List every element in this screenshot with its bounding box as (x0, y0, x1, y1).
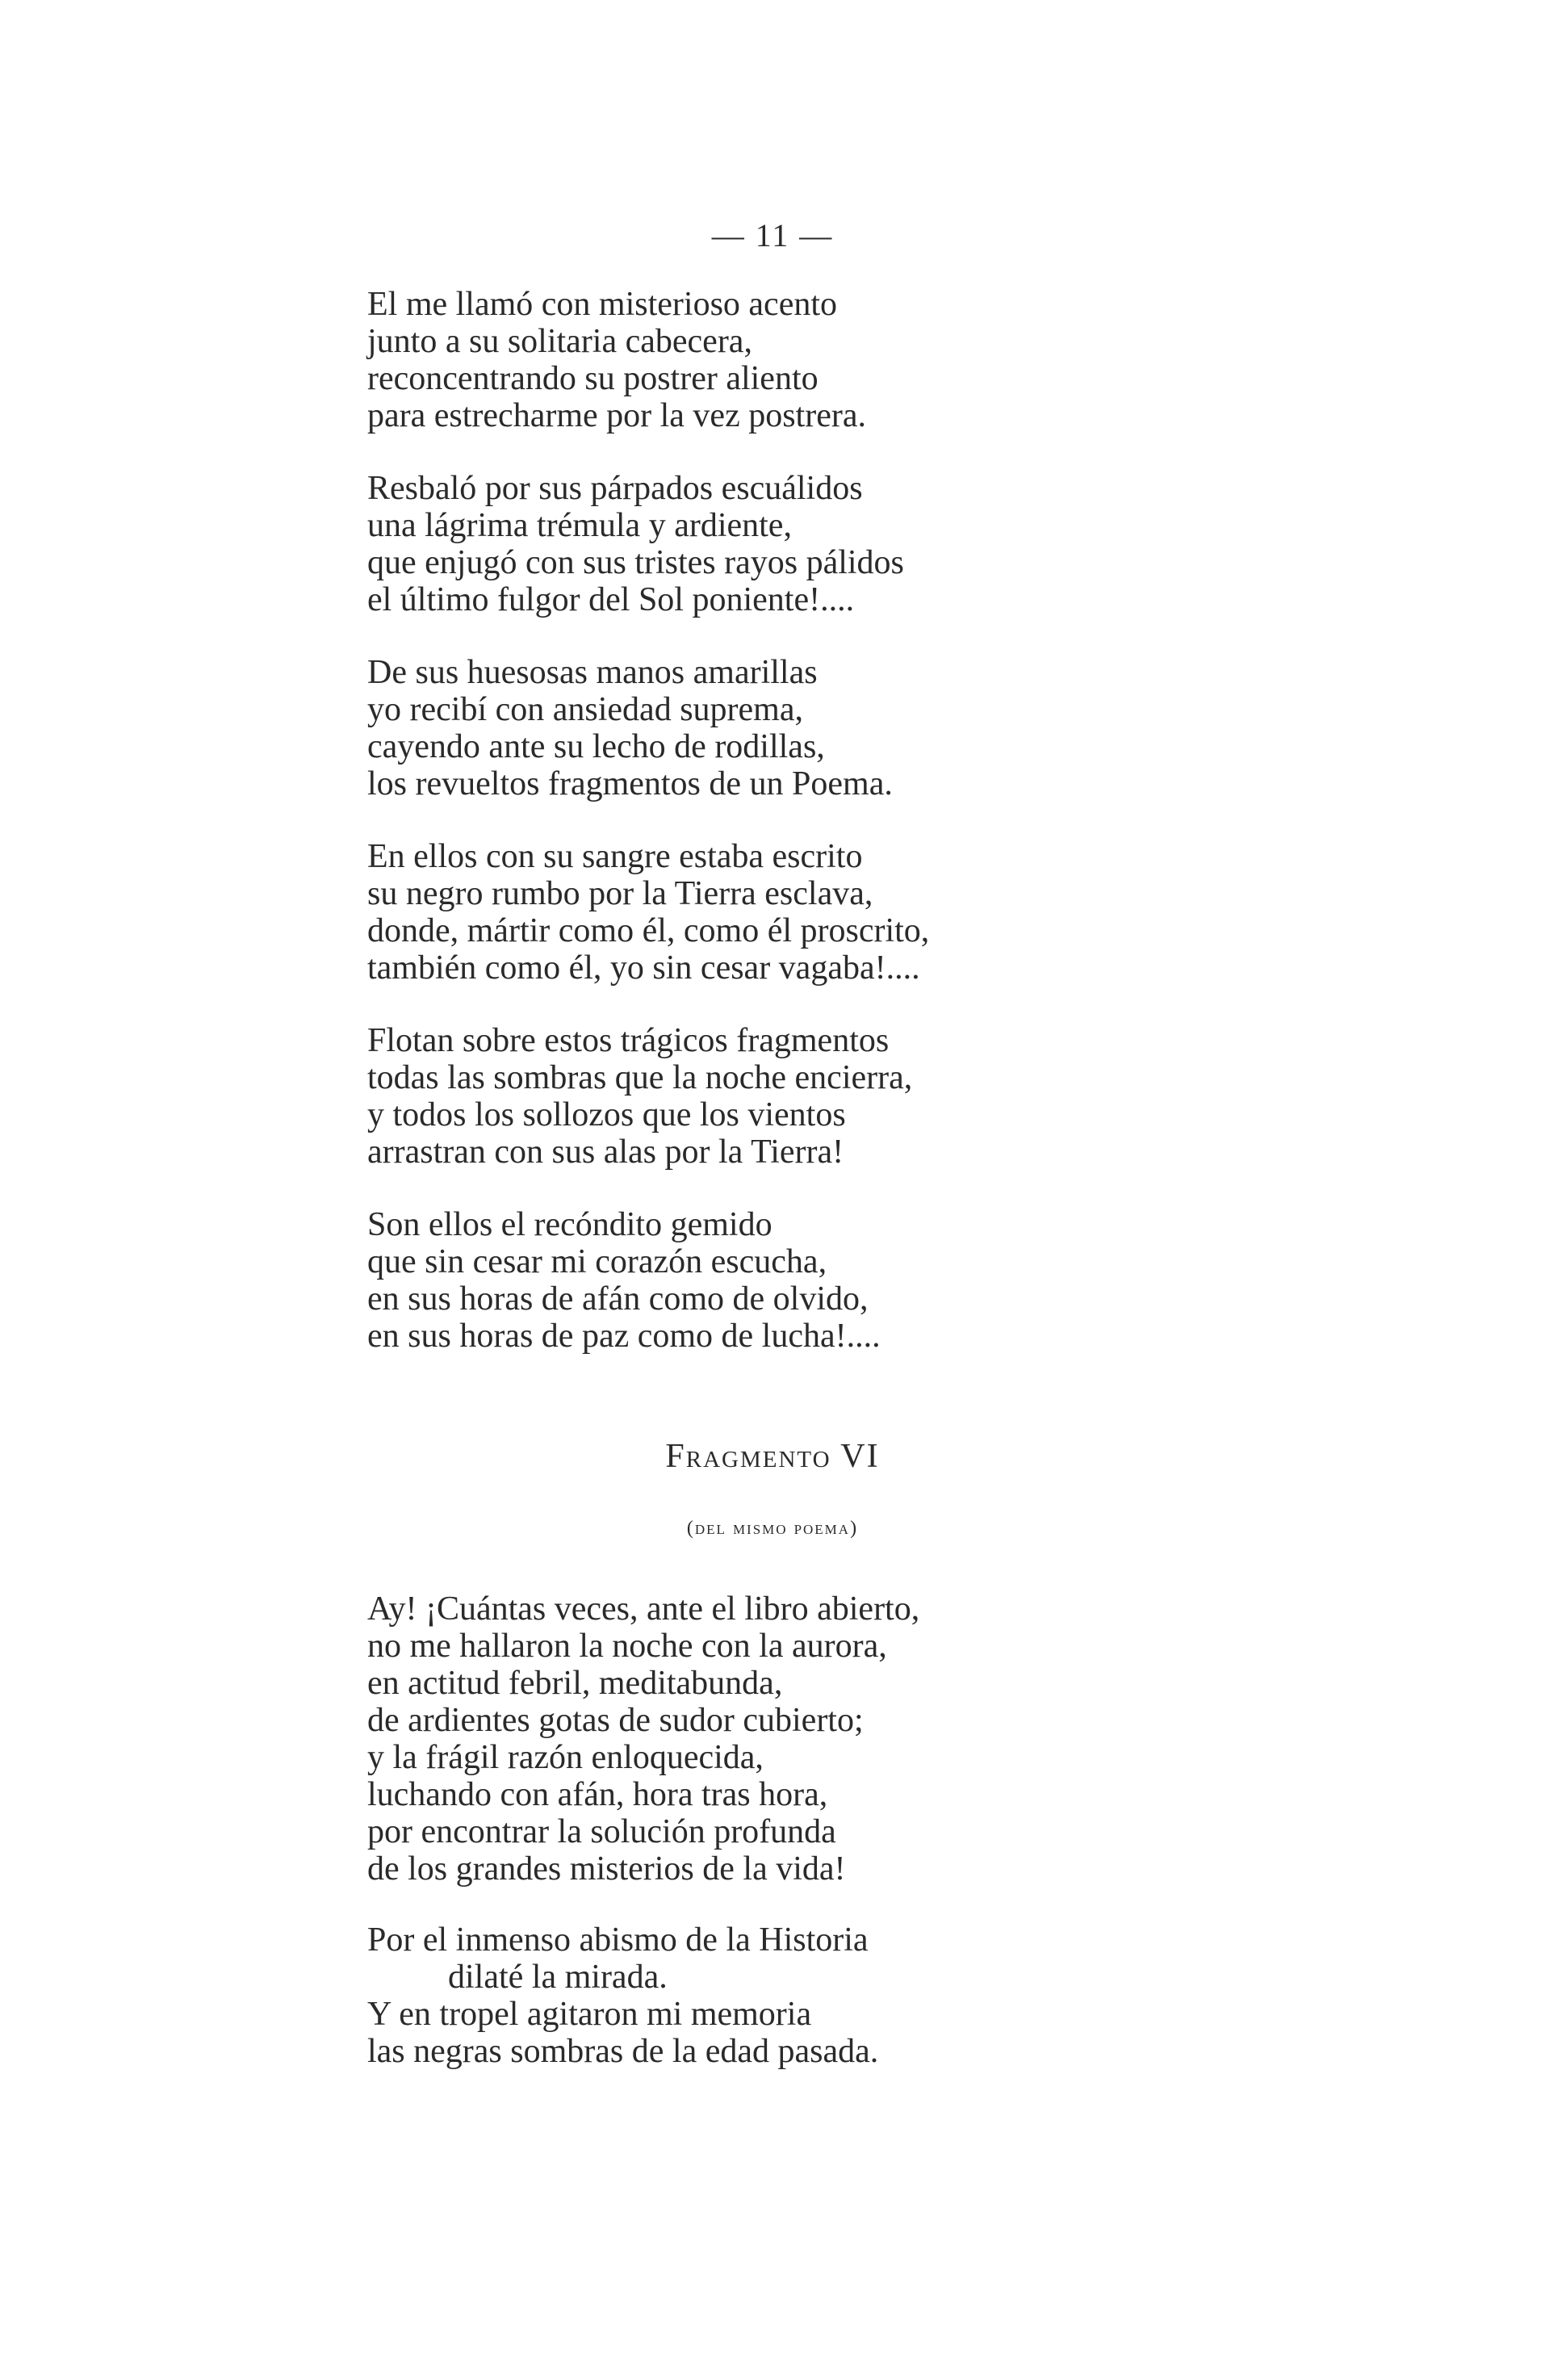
poem-line: En ellos con su sangre estaba escrito (367, 838, 863, 875)
poem-line: en actitud febril, meditabunda, (367, 1665, 783, 1702)
poem-line: y todos los sollozos que los vientos (367, 1096, 846, 1133)
poem-line: para estrecharme por la vez postrera. (367, 397, 866, 434)
poem-line: Son ellos el recóndito gemido (367, 1206, 772, 1243)
poem-line: las negras sombras de la edad pasada. (367, 2033, 879, 2070)
poem-line: todas las sombras que la noche encierra, (367, 1059, 913, 1096)
poem-line: su negro rumbo por la Tierra esclava, (367, 875, 873, 912)
poem-line: junto a su solitaria cabecera, (367, 323, 752, 360)
poem-line: y la frágil razón enloquecida, (367, 1739, 764, 1776)
poem-line: cayendo ante su lecho de rodillas, (367, 728, 825, 765)
poem-line: los revueltos fragmentos de un Poema. (367, 765, 893, 802)
poem-stanza-2 (367, 470, 1174, 618)
poem-line: una lágrima trémula y ardiente, (367, 507, 792, 544)
poem-line: Flotan sobre estos trágicos fragmentos (367, 1022, 890, 1059)
poem-line: arrastran con sus alas por la Tierra! (367, 1133, 844, 1171)
poem-line: que sin cesar mi corazón escucha, (367, 1243, 827, 1280)
poem-line: El me llamó con misterioso acento (367, 286, 838, 323)
poem-stanza-5 (367, 1022, 1174, 1171)
poem-stanza-6 (367, 1206, 1174, 1355)
poem-stanza-1 (367, 286, 1174, 434)
poem-line: el último fulgor del Sol poniente!.... (367, 581, 855, 618)
poem-line: donde, mártir como él, como él proscrito, (367, 912, 930, 949)
poem-line: yo recibí con ansiedad suprema, (367, 691, 803, 728)
fragment-title: Fragmento VI (665, 1438, 880, 1475)
poem-line: Ay! ¡Cuántas veces, ante el libro abierto, (367, 1590, 920, 1628)
poem-line: en sus horas de afán como de olvido, (367, 1280, 869, 1318)
poem-line: de los grandes misterios de la vida! (367, 1850, 846, 1888)
poem-line: dilaté la mirada. (448, 1959, 668, 1996)
page-number: — 11 — (711, 217, 834, 254)
poem-line: Por el inmenso abismo de la Historia (367, 1921, 869, 1959)
poem-line: De sus huesosas manos amarillas (367, 654, 818, 691)
poem-line: de ardientes gotas de sudor cubierto; (367, 1702, 864, 1739)
poem-stanza-7 (367, 1590, 1174, 1888)
poem-line: no me hallaron la noche con la aurora, (367, 1628, 887, 1665)
poem-line: en sus horas de paz como de lucha!.... (367, 1318, 881, 1355)
poem-line: Y en tropel agitaron mi memoria (367, 1996, 812, 2033)
poem-line: luchando con afán, hora tras hora, (367, 1776, 828, 1813)
poem-line: Resbaló por sus párpados escuálidos (367, 470, 863, 507)
poem-stanza-8 (367, 1921, 1174, 2070)
poem-line: que enjugó con sus tristes rayos pálidos (367, 544, 904, 581)
poem-line: reconcentrando su postrer aliento (367, 360, 819, 397)
poem-stanza-4 (367, 838, 1174, 987)
poem-line: también como él, yo sin cesar vagaba!.... (367, 949, 920, 987)
poem-stanza-3 (367, 654, 1174, 802)
fragment-subtitle: (del mismo poema) (686, 1518, 859, 1539)
poem-line: por encontrar la solución profunda (367, 1813, 836, 1850)
